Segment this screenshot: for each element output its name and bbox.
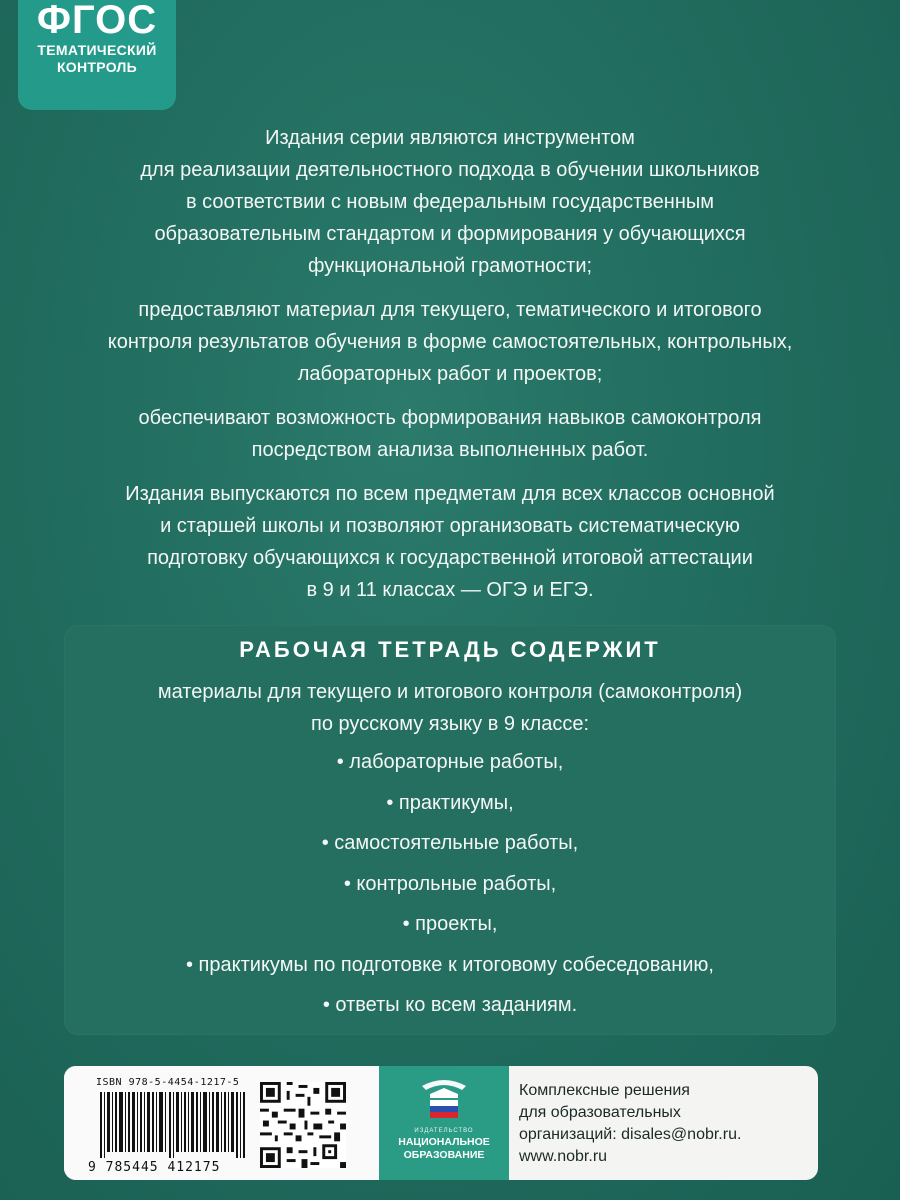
text-line: предоставляют материал для текущего, тематического и итогового	[138, 299, 762, 321]
text-line: для реализации деятельностного подхода в обучении школьников	[140, 159, 760, 181]
contact-line: для образовательных	[519, 1104, 681, 1121]
isbn-label: ISBN 978-5-4454-1217-5	[96, 1077, 240, 1088]
text-line: по русскому языку в 9 классе:	[310, 713, 590, 735]
list-item: • практикумы по подготовке к итоговому собеседованию,	[186, 953, 714, 976]
intro-paragraph-4	[60, 478, 840, 606]
barcode-area	[64, 1066, 379, 1180]
footer-strip	[64, 1066, 818, 1180]
list-item: • лабораторные работы,	[336, 751, 564, 773]
barcode-number: 9 785445 412175	[88, 1160, 221, 1175]
text-line: и старшей школы и позволяют организовать систематическую	[160, 515, 740, 537]
contact-email[interactable]: организаций: disales@nobr.ru.	[519, 1126, 742, 1143]
intro-paragraph-2	[60, 294, 840, 390]
text-line: контроля результатов обучения в форме самостоятельных, контрольных,	[107, 331, 793, 353]
text-line: в соответствии с новым федеральным государственным	[185, 191, 714, 213]
text-line: образовательным стандартом и формирования у обучающихся	[154, 223, 746, 245]
list-item: • ответы ко всем заданиям.	[322, 994, 578, 1016]
text-line: Издания серии являются инструментом	[265, 127, 635, 149]
text-line: НАЦИОНАЛЬНОЕ	[398, 1136, 490, 1148]
publisher-logo-icon	[416, 1076, 472, 1124]
contact-info	[519, 1080, 741, 1168]
list-item: • самостоятельные работы,	[321, 832, 579, 854]
text-line: посредством анализа выполненных работ.	[251, 439, 649, 461]
text-line: материалы для текущего и итогового контроля (самоконтроля)	[157, 681, 743, 703]
text-line: лабораторных работ и проектов;	[297, 363, 603, 385]
contents-subtitle	[0, 676, 900, 740]
list-item: • контрольные работы,	[343, 872, 557, 895]
qr-code-icon	[260, 1082, 346, 1168]
publisher-name	[379, 1136, 509, 1162]
publisher-block	[379, 1066, 509, 1180]
text-line: обеспечивают возможность формирования навыков самоконтроля	[138, 407, 762, 429]
contact-line: Комплексные решения	[519, 1082, 690, 1099]
fgos-badge	[18, 0, 176, 110]
contact-website[interactable]: www.nobr.ru	[519, 1148, 608, 1165]
badge-line1: ТЕМАТИЧЕСКИЙ	[37, 42, 157, 58]
contents-title: РАБОЧАЯ ТЕТРАДЬ СОДЕРЖИТ	[239, 637, 661, 662]
intro-paragraph-3	[60, 402, 840, 466]
list-item: • практикумы,	[386, 791, 514, 814]
list-item: • проекты,	[402, 913, 498, 935]
text-line: ОБРАЗОВАНИЕ	[403, 1149, 485, 1161]
text-line: подготовку обучающихся к государственной итоговой аттестации	[147, 547, 753, 569]
barcode-icon	[100, 1092, 246, 1158]
badge-title: ФГОС	[36, 0, 158, 42]
text-line: в 9 и 11 классах — ОГЭ и ЕГЭ.	[306, 579, 594, 601]
series-description	[60, 122, 840, 618]
contents-list	[0, 742, 900, 1026]
text-line: Издания выпускаются по всем предметам для всех классов основной	[125, 483, 775, 505]
intro-paragraph-1	[60, 122, 840, 282]
publisher-label: ИЗДАТЕЛЬСТВО	[414, 1128, 474, 1134]
badge-line2: КОНТРОЛЬ	[56, 59, 138, 75]
text-line: функциональной грамотности;	[307, 255, 593, 277]
